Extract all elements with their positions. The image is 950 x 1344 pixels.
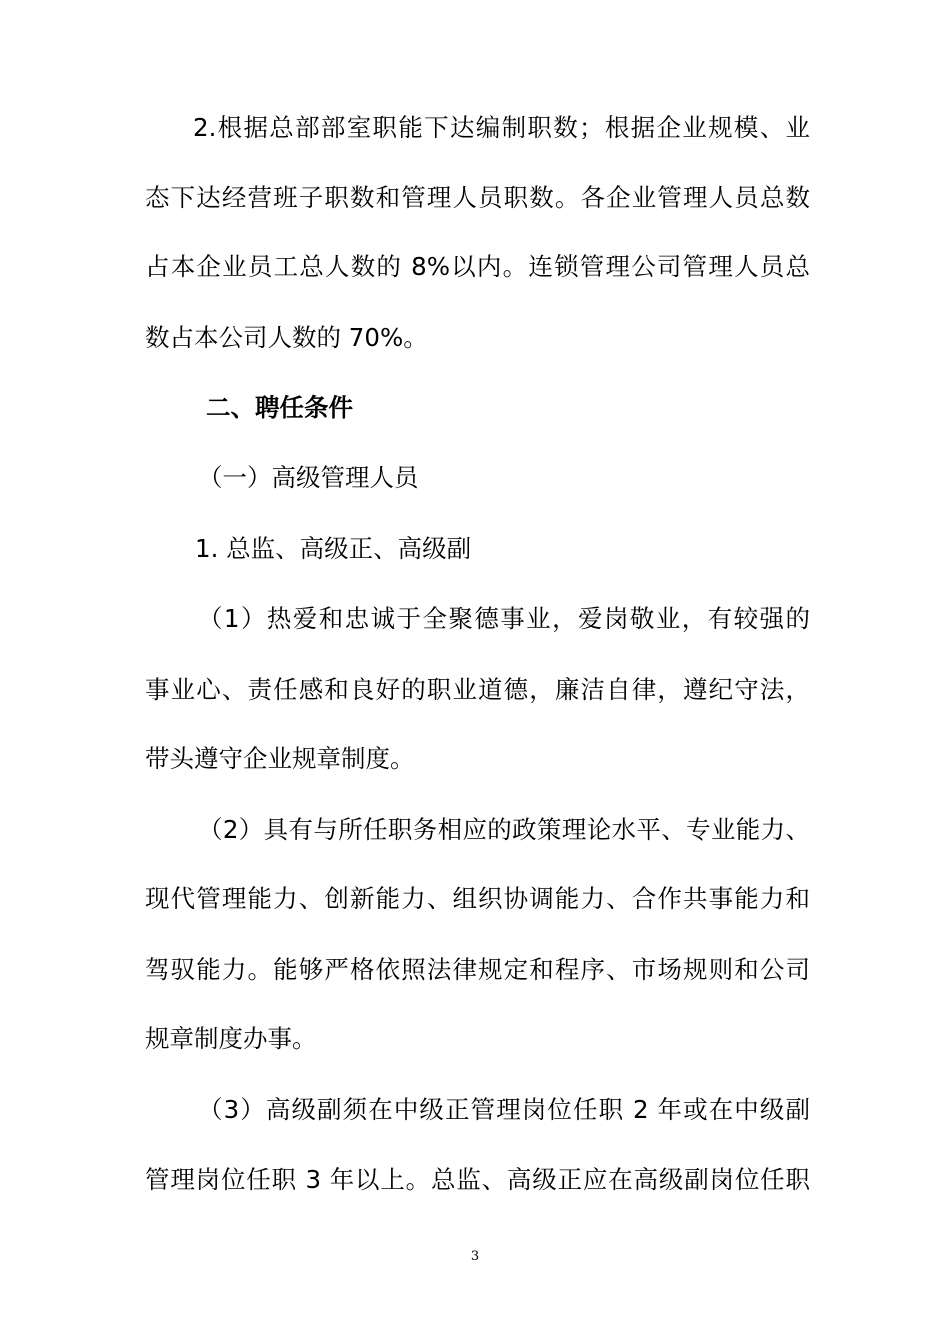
- section-heading: 二、聘任条件: [206, 393, 353, 422]
- item-heading: 1. 总监、高级正、高级副: [195, 534, 472, 563]
- paragraph-line: 驾驭能力。能够严格依照法律规定和程序、市场规则和公司: [145, 955, 810, 984]
- paragraph-line: 规章制度办事。: [145, 1024, 317, 1053]
- paragraph-line: 态下达经营班子职数和管理人员职数。各企业管理人员总数: [145, 183, 810, 212]
- paragraph-line: 管理岗位任职 3 年以上。总监、高级正应在高级副岗位任职: [145, 1165, 810, 1194]
- subsection-heading: （一）高级管理人员: [198, 463, 419, 492]
- paragraph-line: （2）具有与所任职务相应的政策理论水平、专业能力、: [198, 815, 810, 844]
- paragraph-line: 数占本公司人数的 70%。: [145, 323, 428, 352]
- paragraph-line: （1）热爱和忠诚于全聚德事业，爱岗敬业，有较强的: [198, 604, 810, 633]
- paragraph-line: 事业心、责任感和良好的职业道德，廉洁自律，遵纪守法，: [145, 675, 810, 704]
- paragraph-line: 2.根据总部部室职能下达编制职数；根据企业规模、业: [193, 113, 810, 142]
- paragraph-line: （3）高级副须在中级正管理岗位任职 2 年或在中级副: [198, 1095, 810, 1124]
- page-number: 3: [470, 1249, 480, 1264]
- paragraph-line: 现代管理能力、创新能力、组织协调能力、合作共事能力和: [145, 884, 810, 913]
- paragraph-line: 带头遵守企业规章制度。: [145, 744, 415, 773]
- paragraph-line: 占本企业员工总人数的 8%以内。连锁管理公司管理人员总: [145, 252, 810, 281]
